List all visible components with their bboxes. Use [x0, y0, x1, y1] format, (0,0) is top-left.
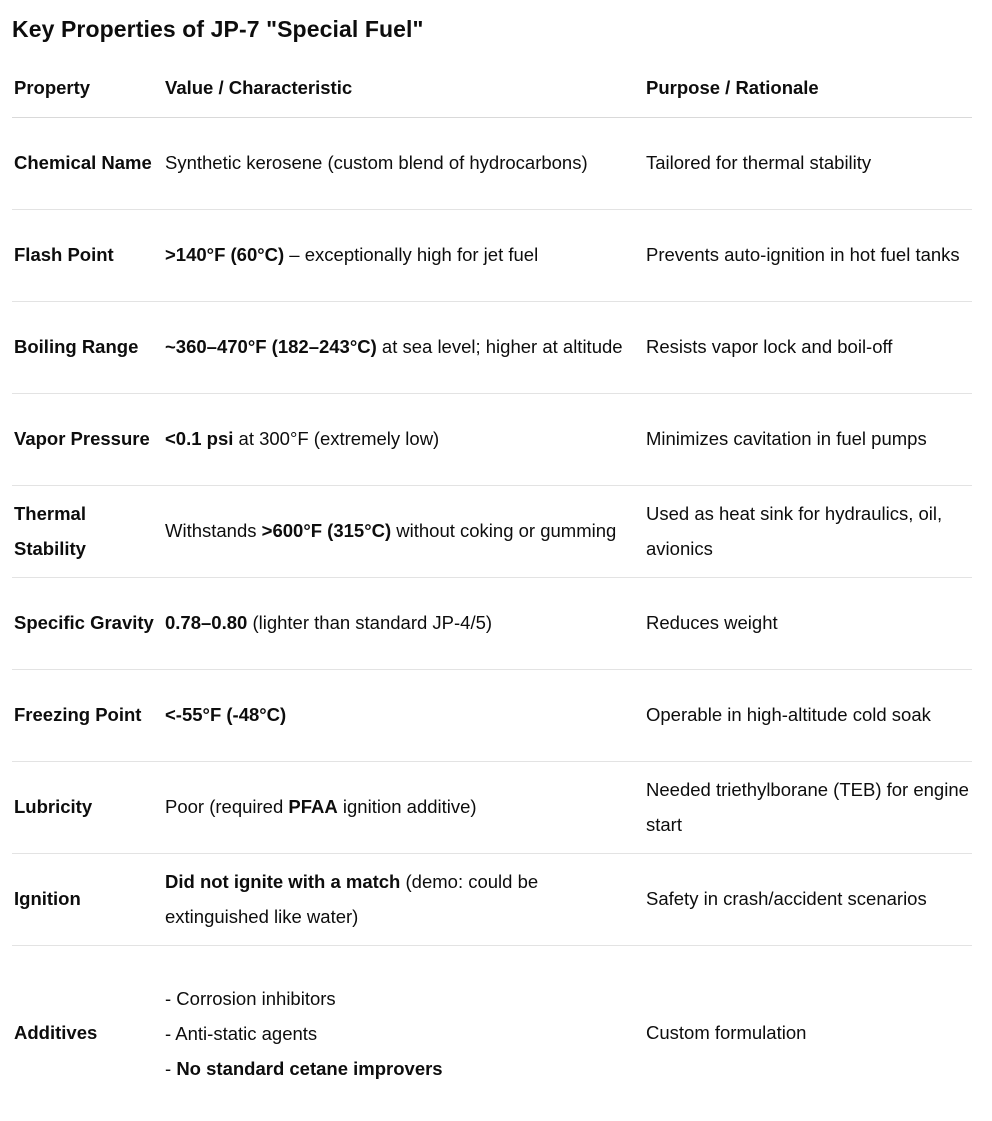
emphasized-text: >600°F (315°C): [262, 520, 391, 541]
value-cell: 0.78–0.80 (lighter than standard JP-4/5): [163, 578, 644, 670]
property-cell: Additives: [12, 946, 163, 1121]
additives-list: [165, 981, 642, 1086]
table-row: [12, 210, 972, 302]
property-cell: Freezing Point: [12, 670, 163, 762]
emphasized-text: <0.1 psi: [165, 428, 233, 449]
value-cell: Withstands >600°F (315°C) without coking or gumming: [163, 486, 644, 578]
column-header-property: Property: [12, 59, 163, 118]
value-cell: [163, 670, 644, 762]
table-row: [12, 486, 972, 578]
property-cell: Chemical Name: [12, 118, 163, 210]
purpose-cell: Resists vapor lock and boil-off: [644, 302, 972, 394]
table-row: [12, 762, 972, 854]
table-row: [12, 578, 972, 670]
table-row: [12, 854, 972, 946]
emphasized-text: 0.78–0.80: [165, 612, 247, 633]
table-row: [12, 394, 972, 486]
column-header-value: Value / Characteristic: [163, 59, 644, 118]
property-cell: Vapor Pressure: [12, 394, 163, 486]
property-cell: Flash Point: [12, 210, 163, 302]
page-title: Key Properties of JP-7 "Special Fuel": [12, 0, 972, 59]
table-row: [12, 302, 972, 394]
value-cell: <0.1 psi at 300°F (extremely low): [163, 394, 644, 486]
emphasized-text: PFAA: [288, 796, 337, 817]
table-row: [12, 670, 972, 762]
table-row-additives: [12, 946, 972, 1121]
emphasized-text: ~360–470°F (182–243°C): [165, 336, 377, 357]
purpose-cell: Safety in crash/accident scenarios: [644, 854, 972, 946]
property-cell: Specific Gravity: [12, 578, 163, 670]
purpose-cell: Reduces weight: [644, 578, 972, 670]
table-row: [12, 118, 972, 210]
property-cell: Boiling Range: [12, 302, 163, 394]
purpose-cell: Tailored for thermal stability: [644, 118, 972, 210]
emphasized-text: <-55°F (-48°C): [165, 704, 286, 725]
emphasized-text: >140°F (60°C): [165, 244, 284, 265]
purpose-cell: Operable in high-altitude cold soak: [644, 670, 972, 762]
value-cell: Poor (required PFAA ignition additive): [163, 762, 644, 854]
property-cell: Thermal Stability: [12, 486, 163, 578]
properties-table: [12, 59, 972, 1121]
property-cell: Lubricity: [12, 762, 163, 854]
value-cell: [163, 946, 644, 1121]
list-item: - Corrosion inhibitors: [165, 981, 642, 1016]
property-cell: Ignition: [12, 854, 163, 946]
list-item: - Anti-static agents: [165, 1016, 642, 1051]
table-header: [12, 59, 972, 118]
list-item: - No standard cetane improvers: [165, 1051, 642, 1086]
value-cell: >140°F (60°C) – exceptionally high for jet fuel: [163, 210, 644, 302]
column-header-purpose: Purpose / Rationale: [644, 59, 972, 118]
emphasized-text: Did not ignite with a match: [165, 871, 400, 892]
value-cell: Synthetic kerosene (custom blend of hydrocarbons): [163, 118, 644, 210]
purpose-cell: Needed triethylborane (TEB) for engine start: [644, 762, 972, 854]
value-cell: Did not ignite with a match (demo: could be extinguished like water): [163, 854, 644, 946]
header-row: [12, 59, 972, 118]
purpose-cell: Used as heat sink for hydraulics, oil, avionics: [644, 486, 972, 578]
purpose-cell: Minimizes cavitation in fuel pumps: [644, 394, 972, 486]
table-body: [12, 118, 972, 1121]
purpose-cell: Custom formulation: [644, 946, 972, 1121]
purpose-cell: Prevents auto-ignition in hot fuel tanks: [644, 210, 972, 302]
value-cell: ~360–470°F (182–243°C) at sea level; higher at altitude: [163, 302, 644, 394]
emphasized-text: No standard cetane improvers: [176, 1058, 442, 1079]
